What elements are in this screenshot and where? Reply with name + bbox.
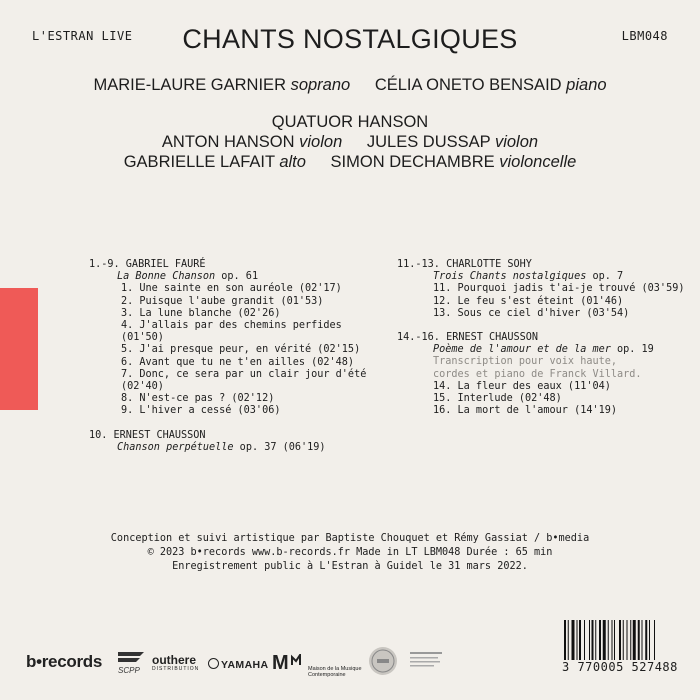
barcode-bar — [603, 620, 606, 660]
barcode-bar — [568, 620, 569, 660]
barcode-bar — [654, 620, 655, 660]
credits-line: Conception et suivi artistique par Baptiste Chouquet et Rémy Gassiat / b•media — [110, 533, 590, 544]
artist-violin-2: JULES DUSSAP violon — [366, 133, 539, 151]
work-title: Trois Chants nostalgiques op. 7 — [433, 271, 624, 283]
brecords-logo: b•records — [26, 652, 102, 671]
scpp-logo: SCPP — [116, 648, 146, 676]
barcode-bar — [584, 620, 585, 660]
track-item: 11. Pourquoi jadis t'ai-je trouvé (03'59) — [433, 283, 685, 295]
mmc-logo: M Maison de la Musique Contemporaine — [272, 652, 362, 678]
barcode-bar — [630, 620, 631, 660]
track-item: 1. Une sainte en son auréole (02'17) — [121, 283, 342, 295]
barcode-bar — [595, 620, 596, 660]
mmc-mark-icon — [291, 653, 301, 665]
track-item: 15. Interlude (02'48) — [433, 393, 562, 405]
credits-line: Enregistrement public à L'Estran à Guidel le 31 mars 2022. — [172, 561, 528, 572]
track-item: 6. Avant que tu ne t'en ailles (02'48) — [121, 356, 355, 368]
barcode-bar — [619, 620, 621, 660]
work-title: Poème de l'amour et de la mer op. 19 — [433, 344, 654, 356]
barcode-bar — [623, 620, 624, 660]
partner-wordmark-icon — [410, 650, 444, 670]
barcode-bar — [608, 620, 609, 660]
barcode-bar — [579, 620, 581, 660]
track-item: 13. Sous ce ciel d'hiver (03'54) — [433, 307, 630, 319]
credits-line: © 2023 b•records www.b-records.fr Made in LT LBM048 Durée : 65 min — [147, 547, 553, 558]
barcode-bar — [642, 620, 643, 660]
scpp-icon — [116, 648, 146, 668]
quartet-name: QUATUOR HANSON — [271, 113, 429, 131]
barcode-bar — [638, 620, 640, 660]
yamaha-tuning-fork-icon — [208, 658, 219, 669]
composer-heading: 14.-16. ERNEST CHAUSSON — [397, 332, 539, 344]
barcode-bar — [564, 620, 566, 660]
barcode-bar — [612, 620, 613, 660]
barcode-digits: 3 770005 527488 — [562, 660, 678, 674]
track-item: 3. La lune blanche (02'26) — [121, 307, 281, 319]
barcode-bars-icon — [562, 620, 684, 660]
composer-heading: 10. ERNEST CHAUSSON — [89, 429, 206, 441]
track-item: 12. Le feu s'est éteint (01'46) — [433, 295, 624, 307]
barcode-bar — [599, 620, 601, 660]
barcode-bar — [649, 620, 650, 660]
barcode-bar — [614, 620, 615, 660]
barcode-bar — [572, 620, 575, 660]
partner-round-logo — [369, 647, 397, 675]
barcode-bar — [589, 620, 590, 660]
track-item: 4. J'allais par des chemins perfides (01'50) — [121, 320, 342, 344]
decorative-red-bar — [0, 288, 38, 410]
composer-heading: 11.-13. CHARLOTTE SOHY — [397, 259, 532, 270]
label-name: L'ESTRAN LIVE — [32, 29, 133, 43]
track-item: 9. L'hiver a cessé (03'06) — [121, 405, 281, 417]
barcode-bar — [592, 620, 594, 660]
work-title: La Bonne Chanson op. 61 — [117, 271, 259, 283]
barcode-bar — [627, 620, 628, 660]
track-item: 14. La fleur des eaux (11'04) — [433, 380, 611, 392]
transcription-note: Transcription pour voix haute, — [433, 356, 618, 368]
artist-cello: SIMON DECHAMBRE violoncelle — [330, 153, 577, 171]
track-item: 5. J'ai presque peur, en vérité (02'15) — [121, 344, 361, 356]
track-item: 2. Puisque l'aube grandit (01'53) — [121, 295, 324, 307]
catalog-number: LBM048 — [621, 29, 668, 43]
partner-emblem-icon — [369, 647, 397, 675]
track-item: 8. N'est-ce pas ? (02'12) — [121, 393, 275, 405]
credits-block — [0, 532, 700, 574]
yamaha-logo: YAMAHA — [208, 658, 269, 671]
tracklist-left — [89, 259, 379, 454]
artist-alto: GABRIELLE LAFAIT alto — [123, 153, 306, 171]
barcode-bar — [577, 620, 578, 660]
track-item: 16. La mort de l'amour (14'19) — [433, 405, 618, 417]
album-title: CHANTS NOSTALGIQUES — [182, 24, 518, 54]
artist-soprano: MARIE-LAURE GARNIER soprano — [93, 76, 351, 94]
barcode-bar — [633, 620, 636, 660]
artists-violins — [0, 133, 700, 152]
tracklist-right — [397, 259, 687, 417]
transcription-note: cordes et piano de Franck Villard. — [433, 368, 642, 380]
work-title: Chanson perpétuelle op. 37 (06'19) — [117, 441, 326, 453]
partner-small-logo — [410, 650, 444, 670]
artist-violin-1: ANTON HANSON violon — [161, 133, 343, 151]
artists-soloists — [0, 76, 700, 95]
composer-heading: 1.-9. GABRIEL FAURÉ — [89, 259, 206, 270]
track-item: 7. Donc, ce sera par un clair jour d'été (02'40) — [121, 368, 367, 393]
artist-piano: CÉLIA ONETO BENSAID piano — [374, 76, 607, 94]
artists-alto-cello — [0, 153, 700, 172]
outhere-logo: outhere DISTRIBUTION — [152, 653, 200, 672]
barcode-bar — [645, 620, 647, 660]
